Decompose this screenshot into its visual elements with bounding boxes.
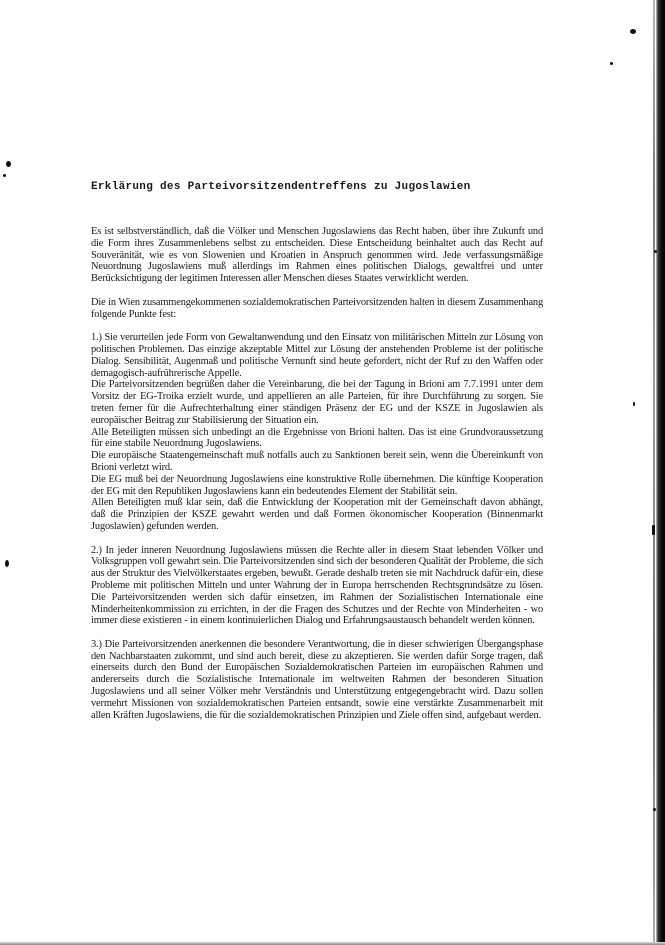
point-1 [91,332,543,533]
point-1-text: Die EG muß bei der Neuordnung Jugoslawiens eine konstruktive Rolle übernehmen. Die künftige Kooperation der EG mit den Republiken Jugoslawiens kann ein bedeutendes Element der Stabilität sein. [91,473,543,497]
point-1-text: 1.) Sie verurteilen jede Form von Gewaltanwendung und den Einsatz von militärischen Mitteln zur Lösung von politischen Problemen. Das einzige akzeptable Mittel zur Lösung der anstehenden Probleme ist der politische Dialog. Sensibilität, Augenmaß und politische Vernunft sind heute gefordert, nicht der Ruf zu den Waffen oder demagogisch-aufrührerische Appelle. [91,332,543,379]
point-1-text: Alle Beteiligten müssen sich unbedingt an die Ergebnisse von Brioni halten. Das ist eine Grundvoraussetzung für eine stabile Neuordnung Jugoslawiens. [91,426,543,450]
scan-speck [633,402,635,406]
paragraph-intro: Es ist selbstverständlich, daß die Völker und Menschen Jugoslawiens das Recht haben, über ihre Zukunft und die Form ihres Zusammenlebens selbst zu entscheiden. Diese Entscheidung beinhaltet auch das Recht auf Souveränität, wie es von Slowenien und Kroatien in Anspruch genommen wird. Jede verfassungsmäßige Neuordnung Jugoslawiens muß allerdings im Rahmen eines politischen Dialogs, gewaltfrei und unter Berücksichtigung der legitimen Interessen aller Menschen dieses Staates verwirklicht werden. [91,226,543,285]
document-body [91,226,543,733]
point-1-text: Allen Beteiligten muß klar sein, daß die Entwicklung der Kooperation mit der Gemeinschaft davon abhängt, daß die Prinzipien der KSZE gewahrt werden und daß Formen ökonomischer Kooperation (Binnenmarkt Jugoslawien) gefunden werden. [91,497,543,532]
paragraph-lead: Die in Wien zusammengekommenen sozialdemokratischen Parteivorsitzenden halten in diesem Zusammenhang folgende Punkte fest: [91,296,543,320]
scan-speck [653,808,656,811]
document-title: Erklärung des Parteivorsitzendentreffens zu Jugoslawien [91,181,471,193]
scan-speck [654,250,657,253]
scan-speck [652,525,655,535]
point-1-text: Die europäische Staatengemeinschaft muß notfalls auch zu Sanktionen bereit sein, wenn die Übereinkunft von Brioni verletzt wird. [91,450,543,473]
scan-border-right [656,0,665,945]
point-2: 2.) In jeder inneren Neuordnung Jugoslawiens müssen die Rechte aller in diesem Staat lebenden Völker und Volksgruppen voll gewahrt sein. Die Parteivorsitzenden sind sich der besonderen Qualität der Probleme, die sich aus der Struktur des Vielvölkerstaates ergeben, bewußt. Gerade deshalb treten sie mit Nachdruck dafür ein, diese Probleme mit politischen Mitteln und unter Wahrung der in Europa herrschenden Rechtsgrundsätze zu lösen. Die Parteivorsitzenden werden sich dafür einsetzen, im Rahmen der Sozialistischen Internationale eine Minderheitenkommission zu errichten, in der die Fragen des Schutzes und der Rechte von Minderheiten - wo immer diese existieren - in einem kontinuierlichen Dialog und Erfahrungsaustausch behandelt werden können. [91,544,543,627]
scan-speck [6,161,11,167]
scan-speck [3,174,6,177]
point-1-text: Die Parteivorsitzenden begrüßen daher die Vereinbarung, die bei der Tagung in Brioni am 7.7.1991 unter dem Vorsitz der EG-Troika erzielt wurde, und appellieren an alle Parteien, für ihre Durchführung zu sorgen. Sie treten ferner für die Aufrechterhaltung einer ständigen Präsenz der EG und der KSZE in Jugoslawien als europäischer Beitrag zur Stabilisierung der Situation ein. [91,379,543,426]
scan-speck [630,29,636,34]
scan-speck [5,560,9,567]
scan-speck [610,62,613,65]
point-3: 3.) Die Parteivorsitzenden anerkennen die besondere Verantwortung, die in dieser schwierigen Übergangsphase den Nachbarstaaten zukommt, und sind auch bereit, diese zu akzeptieren. Sie werden dafür Sorge tragen, daß einerseits durch den Bund der Europäischen Sozialdemokratischen Parteien im europäischen Rahmen und andererseits durch die Sozialistische Internationale im weltweiten Rahmen der besonderen Situation Jugoslawiens und all seiner Völker mehr Verständnis und Unterstützung entgegengebracht wird. Dazu sollen vermehrt Missionen von sozialdemokratischen Parteien entsandt, sowie eine verstärkte Zusammenarbeit mit allen Kräften Jugoslawiens, die für die sozialdemokratischen Prinzipien und Ziele offen sind, aufgebaut werden. [91,638,543,721]
scan-border-shadow [653,0,655,945]
